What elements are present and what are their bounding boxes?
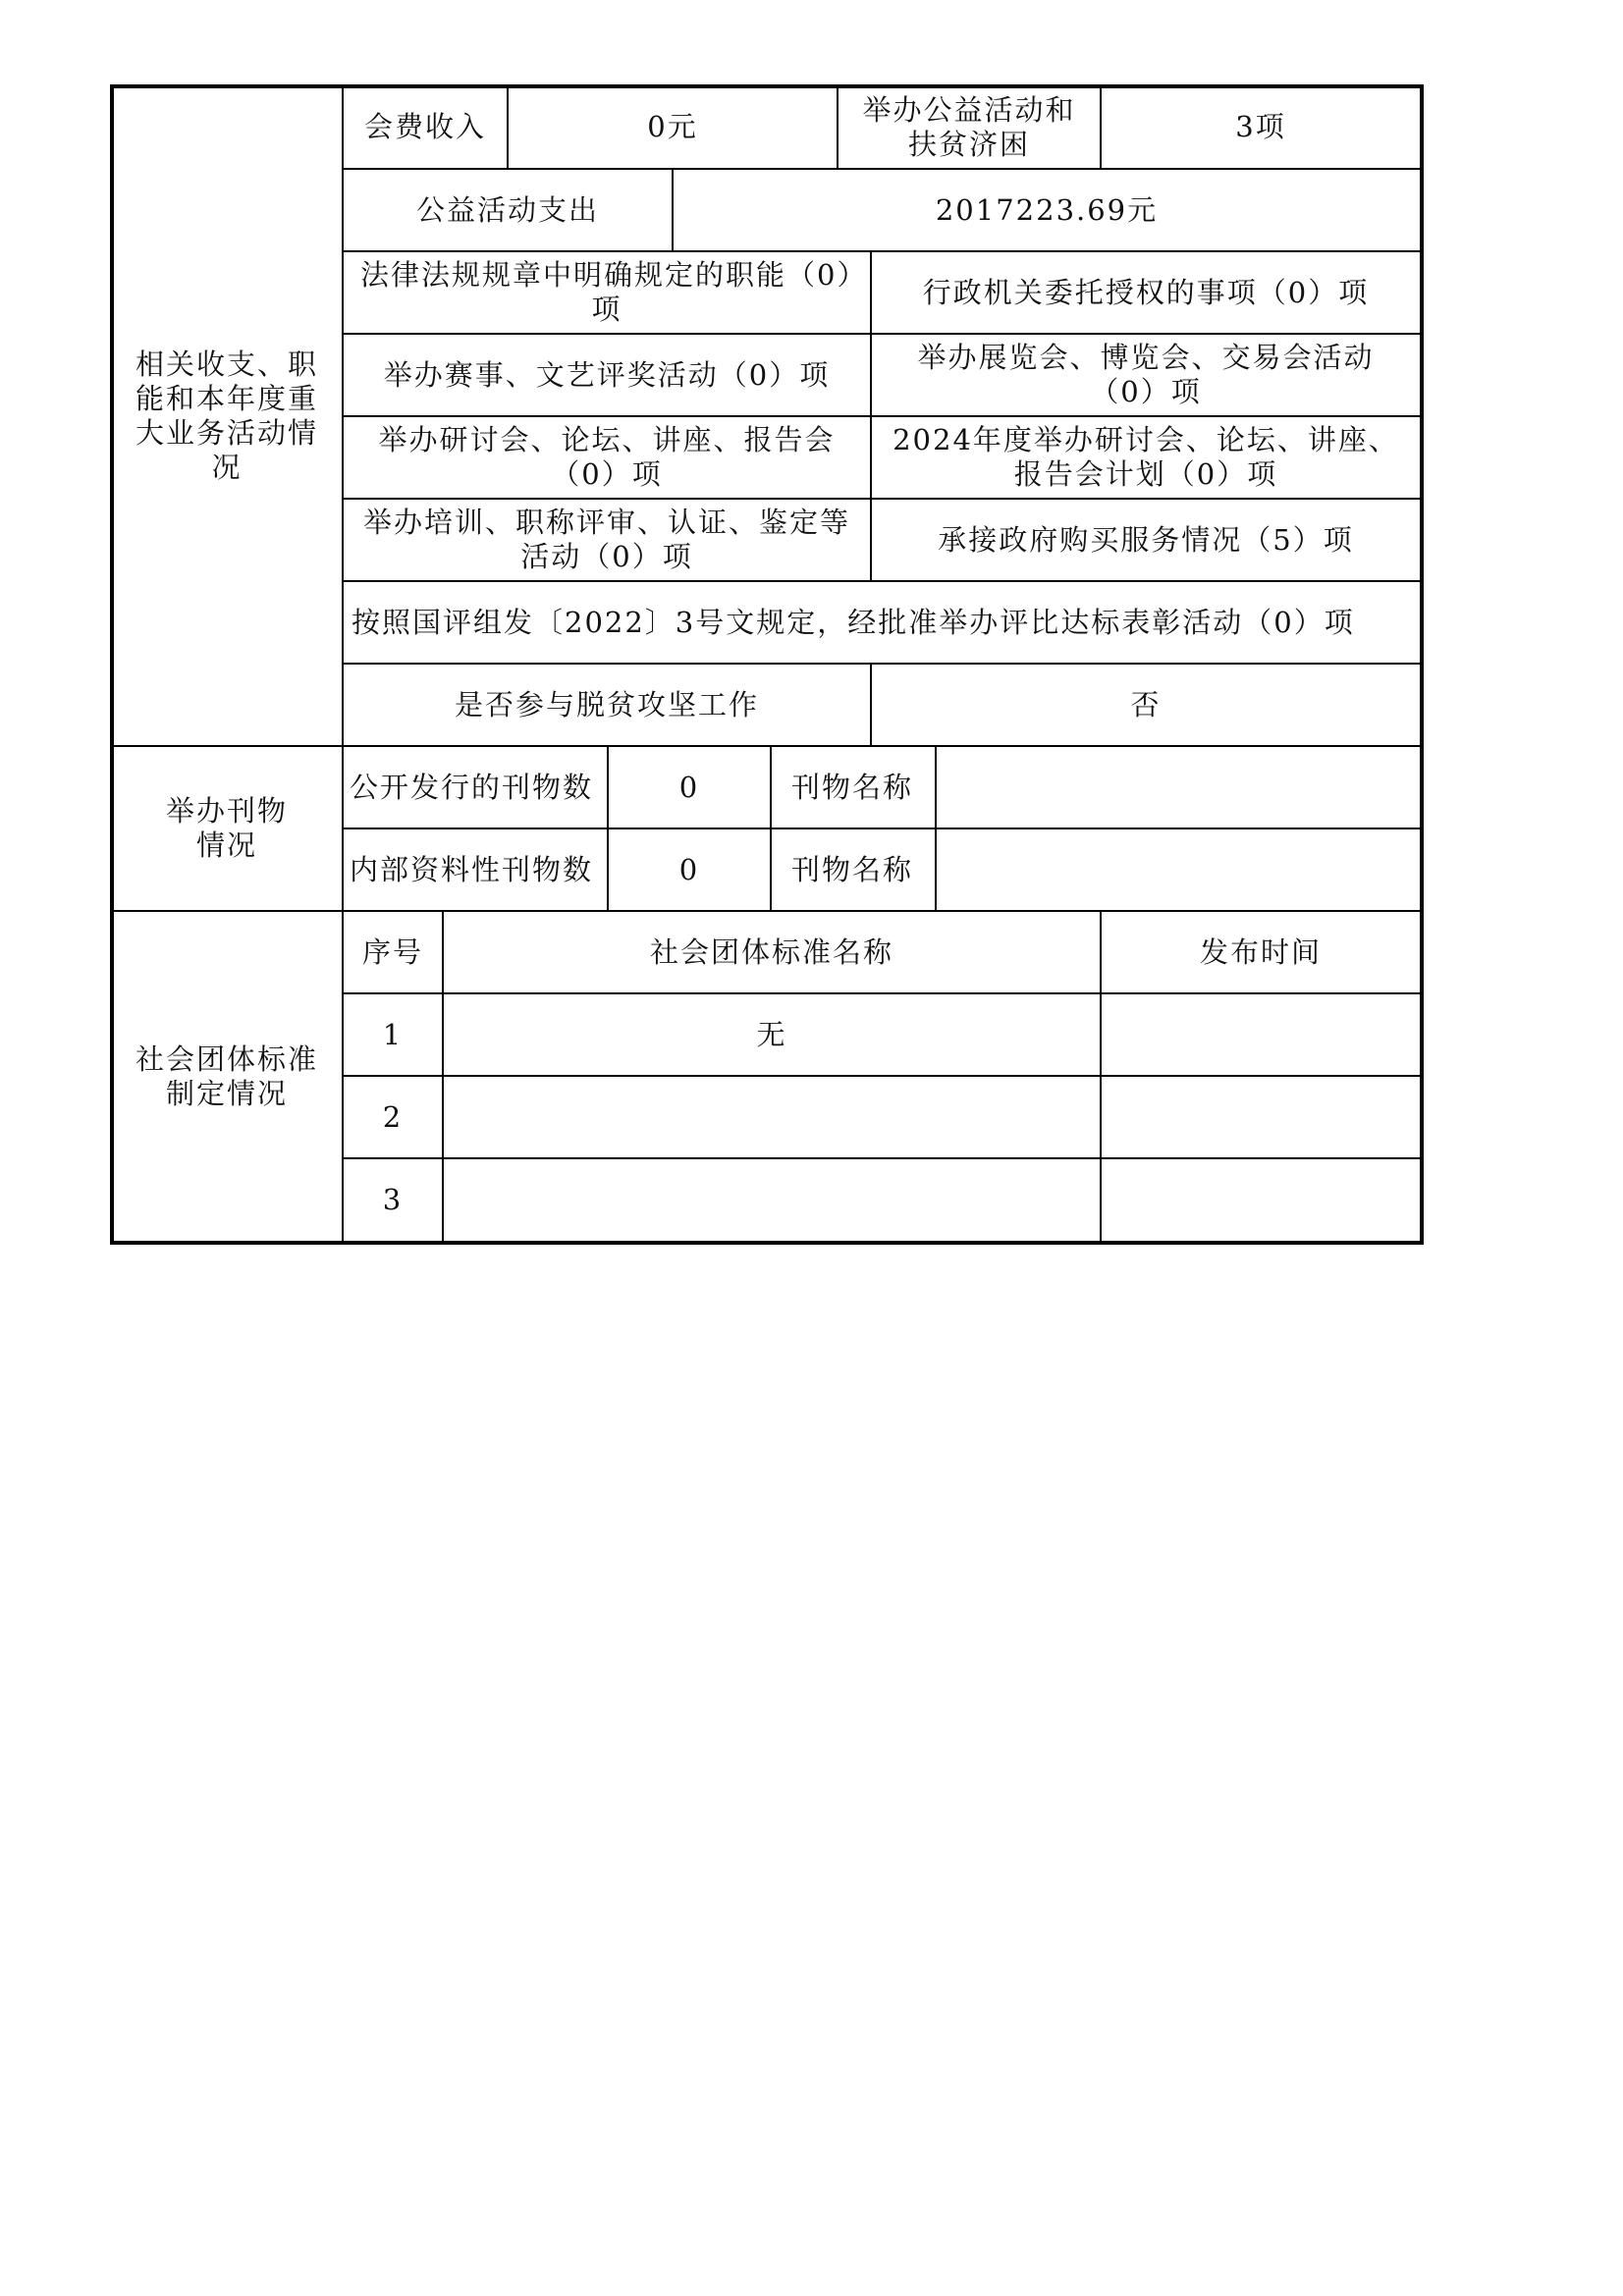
activities-section-label: 相关收支、职能和本年度重大业务活动情况 — [135, 347, 318, 484]
charity-expense-value: 2017223.69元 — [935, 192, 1159, 227]
membership-fee-label: 会费收入 — [363, 110, 486, 143]
public-publications-count: 0 — [678, 770, 700, 804]
publications-section-label: 举办刊物情况 — [165, 794, 288, 862]
gov-services: 承接政府购买服务情况（5）项 — [938, 522, 1354, 557]
poverty-label: 是否参与脱贫攻坚工作 — [454, 687, 759, 721]
charity-expense-label: 公益活动支出 — [415, 192, 599, 227]
delegated-matters: 行政机关委托授权的事项（0）项 — [922, 275, 1370, 309]
internal-publications-label: 内部资料性刊物数 — [350, 852, 594, 886]
standards-row-2-no: 2 — [382, 1099, 404, 1134]
internal-publication-name-value — [937, 829, 1420, 910]
standards-header-name: 社会团体标准名称 — [649, 934, 893, 969]
internal-publication-name-label: 刊物名称 — [791, 852, 914, 886]
standards-row-2-date — [1102, 1077, 1420, 1157]
awards-note: 按照国评组发〔2022〕3号文规定，经批准举办评比达标表彰活动（0）项 — [352, 605, 1355, 639]
membership-fee-value: 0元 — [647, 110, 698, 143]
public-publication-name-value — [937, 747, 1420, 828]
standards-row-3-name — [444, 1159, 1100, 1241]
standards-row-1-no: 1 — [382, 1017, 404, 1051]
internal-publications-count: 0 — [678, 852, 700, 886]
standards-header-date: 发布时间 — [1199, 934, 1322, 969]
standards-section-label: 社会团体标准制定情况 — [135, 1041, 318, 1110]
charity-value: 3项 — [1235, 110, 1286, 143]
competitions: 举办赛事、文艺评奖活动（0）项 — [383, 357, 831, 392]
standards-row-3-no: 3 — [382, 1183, 404, 1216]
standards-row-1-name: 无 — [756, 1017, 787, 1051]
standards-row-3-date — [1102, 1159, 1420, 1241]
charity-label: 举办公益活动和扶贫济困 — [862, 92, 1076, 161]
legal-duties: 法律法规规章中明确规定的职能（0）项 — [360, 258, 853, 326]
standards-row-1-date — [1102, 994, 1420, 1075]
public-publications-label: 公开发行的刊物数 — [350, 770, 594, 804]
standards-header-no: 序号 — [361, 934, 423, 969]
training: 举办培训、职称评审、认证、鉴定等活动（0）项 — [362, 506, 850, 573]
seminar-plan-2024: 2024年度举办研讨会、论坛、讲座、报告会计划（0）项 — [893, 423, 1399, 491]
seminars: 举办研讨会、论坛、讲座、报告会（0）项 — [378, 423, 836, 491]
poverty-value: 否 — [1130, 687, 1162, 721]
public-publication-name-label: 刊物名称 — [791, 770, 914, 804]
exhibitions: 举办展览会、博览会、交易会活动（0）项 — [917, 341, 1375, 408]
standards-row-2-name — [444, 1077, 1100, 1157]
